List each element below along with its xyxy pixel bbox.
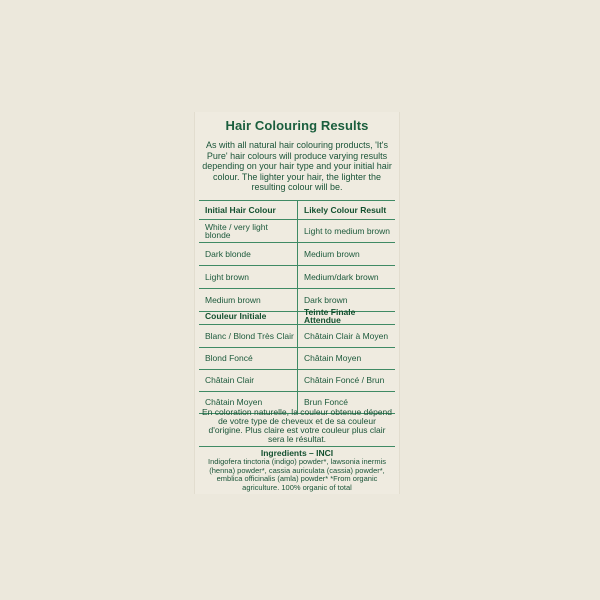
header-couleur-initiale: Couleur Initiale — [205, 310, 267, 321]
initial-colour-cell: White / very light blonde — [205, 221, 268, 240]
result-cell: Medium brown — [297, 243, 395, 265]
table-header-row — [199, 200, 395, 220]
result-cell: Brun Foncé — [297, 392, 395, 413]
table-row — [199, 266, 395, 289]
english-results-table — [199, 200, 395, 312]
table-row — [199, 348, 395, 370]
initial-colour-cell: Medium brown — [205, 294, 261, 305]
table-row — [199, 325, 395, 348]
initial-colour-cell: Dark blonde — [205, 248, 251, 259]
initial-colour-cell: Châtain Moyen — [205, 397, 263, 408]
header-initial-colour: Initial Hair Colour — [205, 204, 276, 215]
result-cell: Dark brown — [297, 289, 395, 311]
ingredients-text: Indigofera tinctoria (indigo) powder*, lawsonia inermis (henna) powder*, cassia auriculata (cassia) powder*, emblica officinalis (amla) powder* *From organic agriculture. 100% organic of total — [207, 457, 386, 492]
initial-colour-cell: Blond Foncé — [205, 353, 253, 364]
result-cell: Châtain Clair à Moyen — [297, 325, 395, 347]
table-row — [199, 370, 395, 392]
initial-colour-cell: Châtain Clair — [205, 375, 255, 386]
table-row — [199, 220, 395, 243]
header-likely-result: Likely Colour Result — [297, 201, 395, 219]
result-cell: Châtain Foncé / Brun — [297, 370, 395, 391]
table-header-row — [199, 308, 395, 325]
section-divider — [199, 446, 395, 447]
result-cell: Medium/dark brown — [297, 266, 395, 288]
french-note-text: En coloration naturelle, la couleur obtenue dépend de votre type de cheveux et de sa couleur d'origine. Plus claire est votre couleur plus clair sera le résultat. — [202, 407, 392, 444]
table-row — [199, 243, 395, 266]
french-results-table — [199, 308, 395, 414]
card-title: Hair Colouring Results — [225, 118, 369, 133]
ingredients-title: Ingredients – INCI — [260, 448, 334, 458]
initial-colour-cell: Blanc / Blond Très Clair — [205, 330, 294, 341]
hair-colouring-card — [194, 112, 400, 494]
initial-colour-cell: Light brown — [205, 271, 249, 282]
result-cell: Châtain Moyen — [297, 348, 395, 369]
header-teinte-finale: Teinte Finale Attendue — [297, 308, 395, 324]
intro-text: As with all natural hair colouring products, 'It's Pure' hair colours will produce varying results depending on your hair type and your initial hair colour. The lighter your hair, the lighter the resulting colour will be. — [202, 140, 392, 192]
result-cell: Light to medium brown — [297, 220, 395, 242]
